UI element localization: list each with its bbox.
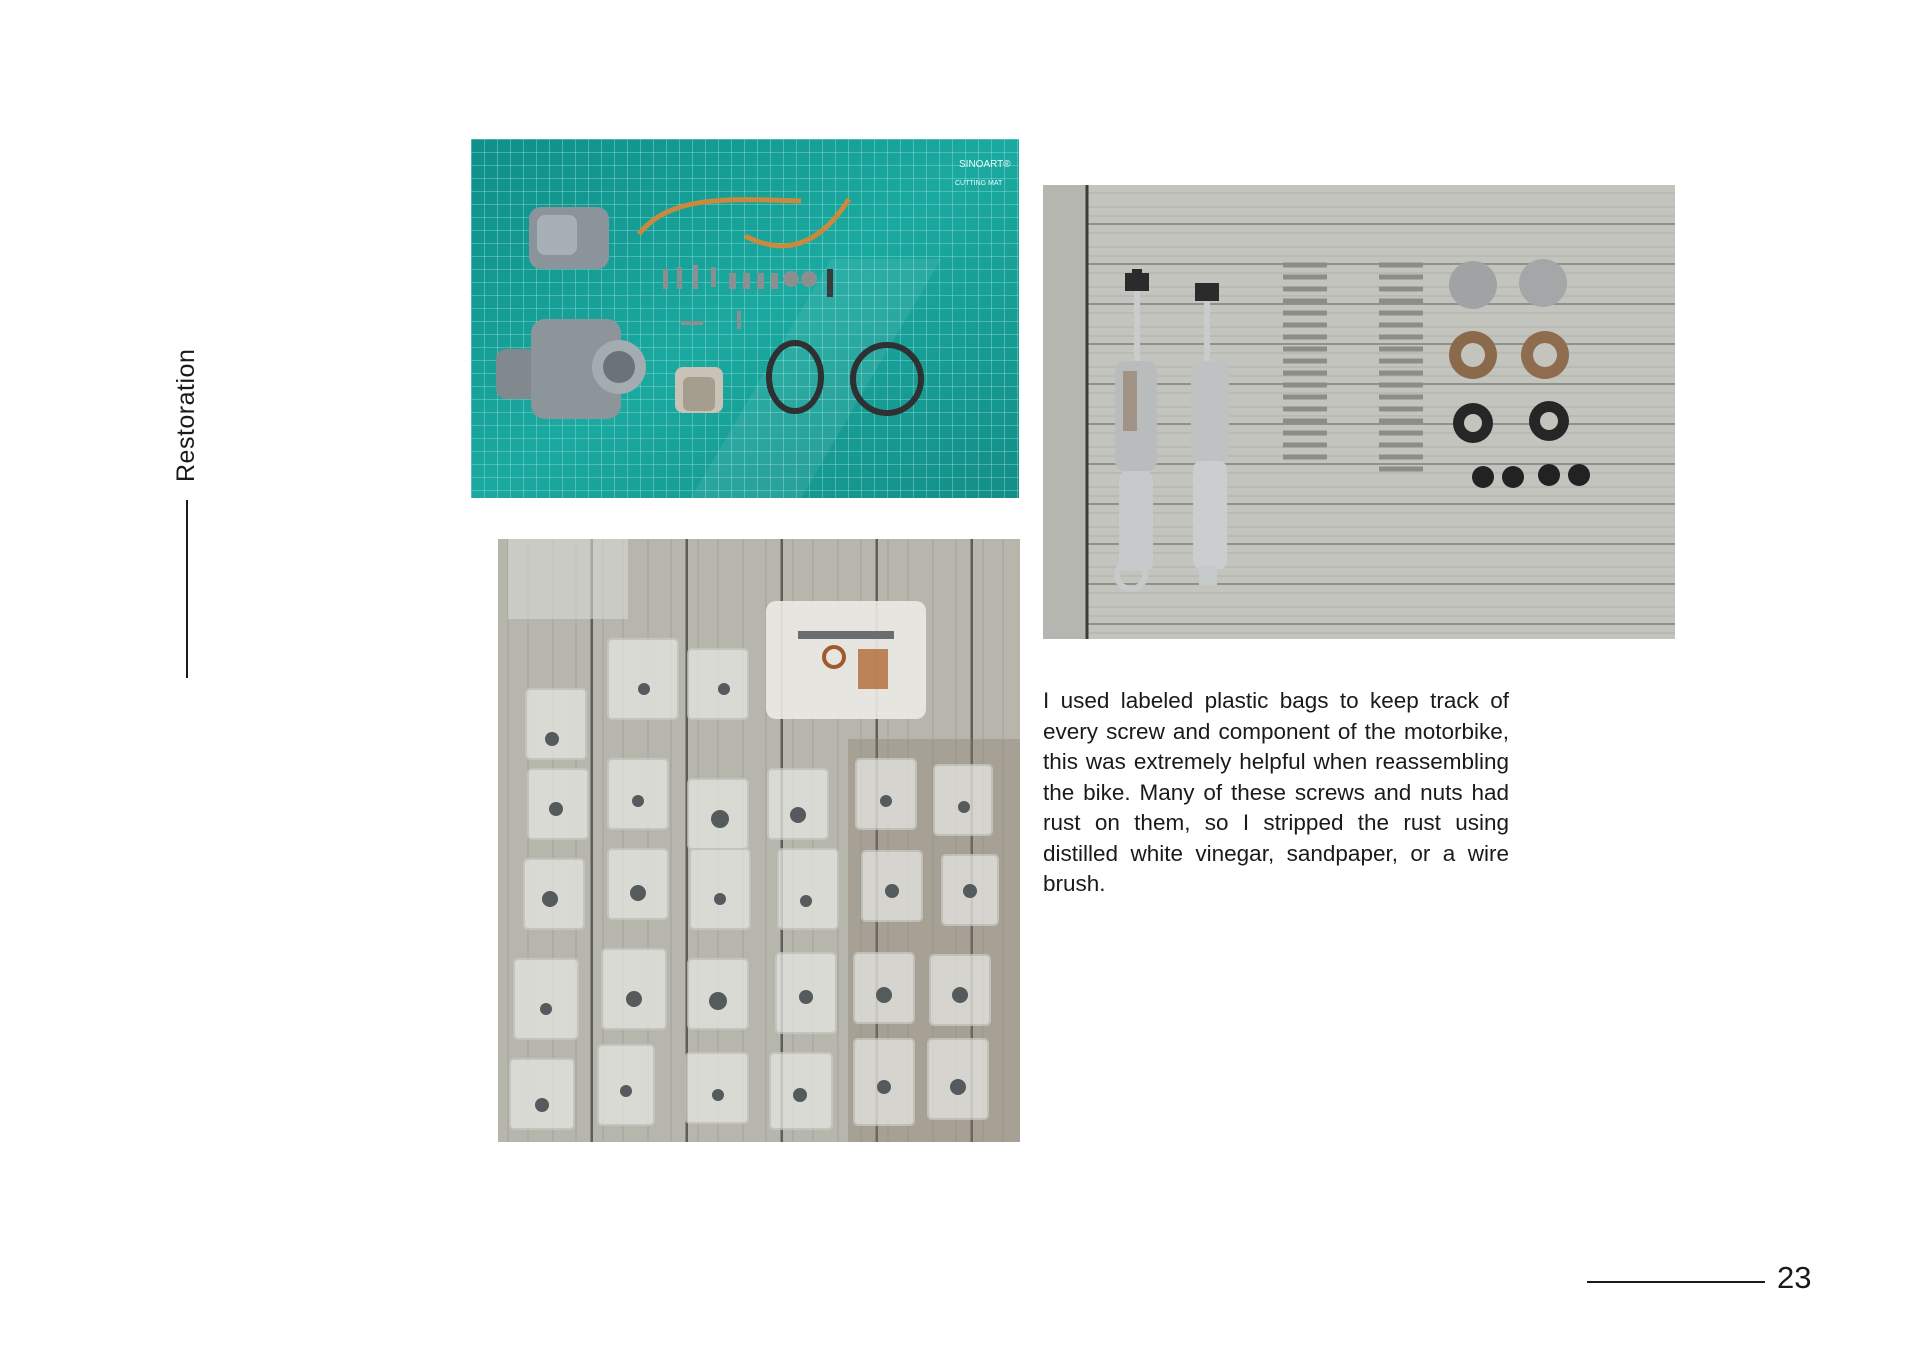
section-rule xyxy=(186,500,188,678)
mat-caption-text: CUTTING MAT xyxy=(955,180,1003,187)
photo-labeled-bags xyxy=(498,539,1020,1142)
section-label: Restoration xyxy=(172,348,200,482)
photo-shock-absorbers xyxy=(1043,185,1675,639)
body-paragraph: I used labeled plastic bags to keep track of every screw and component of the motorbike, this was extremely helpful when reassembling the bike. Many of these screws and nuts had rust on them, so I stripped the rust using distilled white vinegar, sandpaper, or a wire brush. xyxy=(1043,688,1509,896)
photo-carburetor-parts xyxy=(471,139,1019,498)
page-number: 23 xyxy=(1777,1260,1812,1295)
mat-brand-text: SINOART® xyxy=(959,159,1011,170)
page-number-rule xyxy=(1587,1281,1765,1283)
